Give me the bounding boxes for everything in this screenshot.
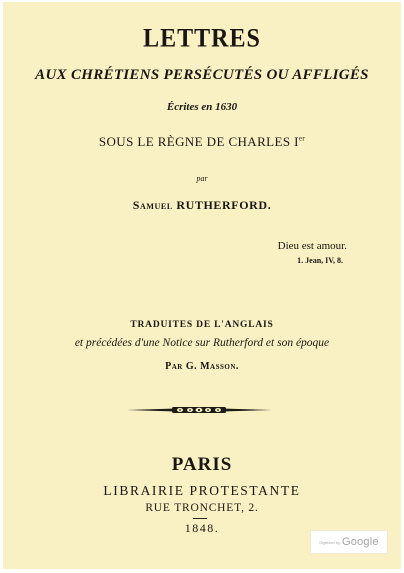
publication-year: 1848. <box>184 521 220 535</box>
translation-note: TRADUITES DE L'ANGLAIS <box>130 320 274 330</box>
reign-superscript: er <box>298 134 306 143</box>
author-name: Samuel RUTHERFORD. <box>132 198 272 212</box>
publisher-name: LIBRAIRIE PROTESTANTE <box>103 483 301 498</box>
written-date: Écrites en 1630 <box>166 101 238 113</box>
reign-text: SOUS LE RÈGNE DE CHARLES I <box>98 134 299 149</box>
title-page <box>3 2 401 569</box>
watermark-small-text: Digitized by <box>319 539 340 545</box>
epigraph-reference: 1. Jean, IV, 8. <box>297 256 343 265</box>
epigraph-motto: Dieu est amour. <box>277 240 347 252</box>
publisher-address: RUE TRONCHET, 2. <box>145 502 259 514</box>
book-subtitle: AUX CHRÉTIENS PERSÉCUTÉS OU AFFLIGÉS <box>35 67 369 83</box>
translator-name: Par G. Masson. <box>165 361 239 372</box>
publication-city: PARIS <box>171 454 233 475</box>
notice-line: et précédées d'une Notice sur Rutherford et son époque <box>74 337 330 349</box>
reign-line <box>3 134 401 150</box>
year-rule <box>193 518 207 519</box>
by-word: par <box>196 174 208 183</box>
book-title: LETTRES <box>143 24 261 54</box>
watermark-logo-text: Google <box>342 536 379 548</box>
google-watermark <box>310 530 388 554</box>
ornament-divider-icon <box>124 403 274 417</box>
